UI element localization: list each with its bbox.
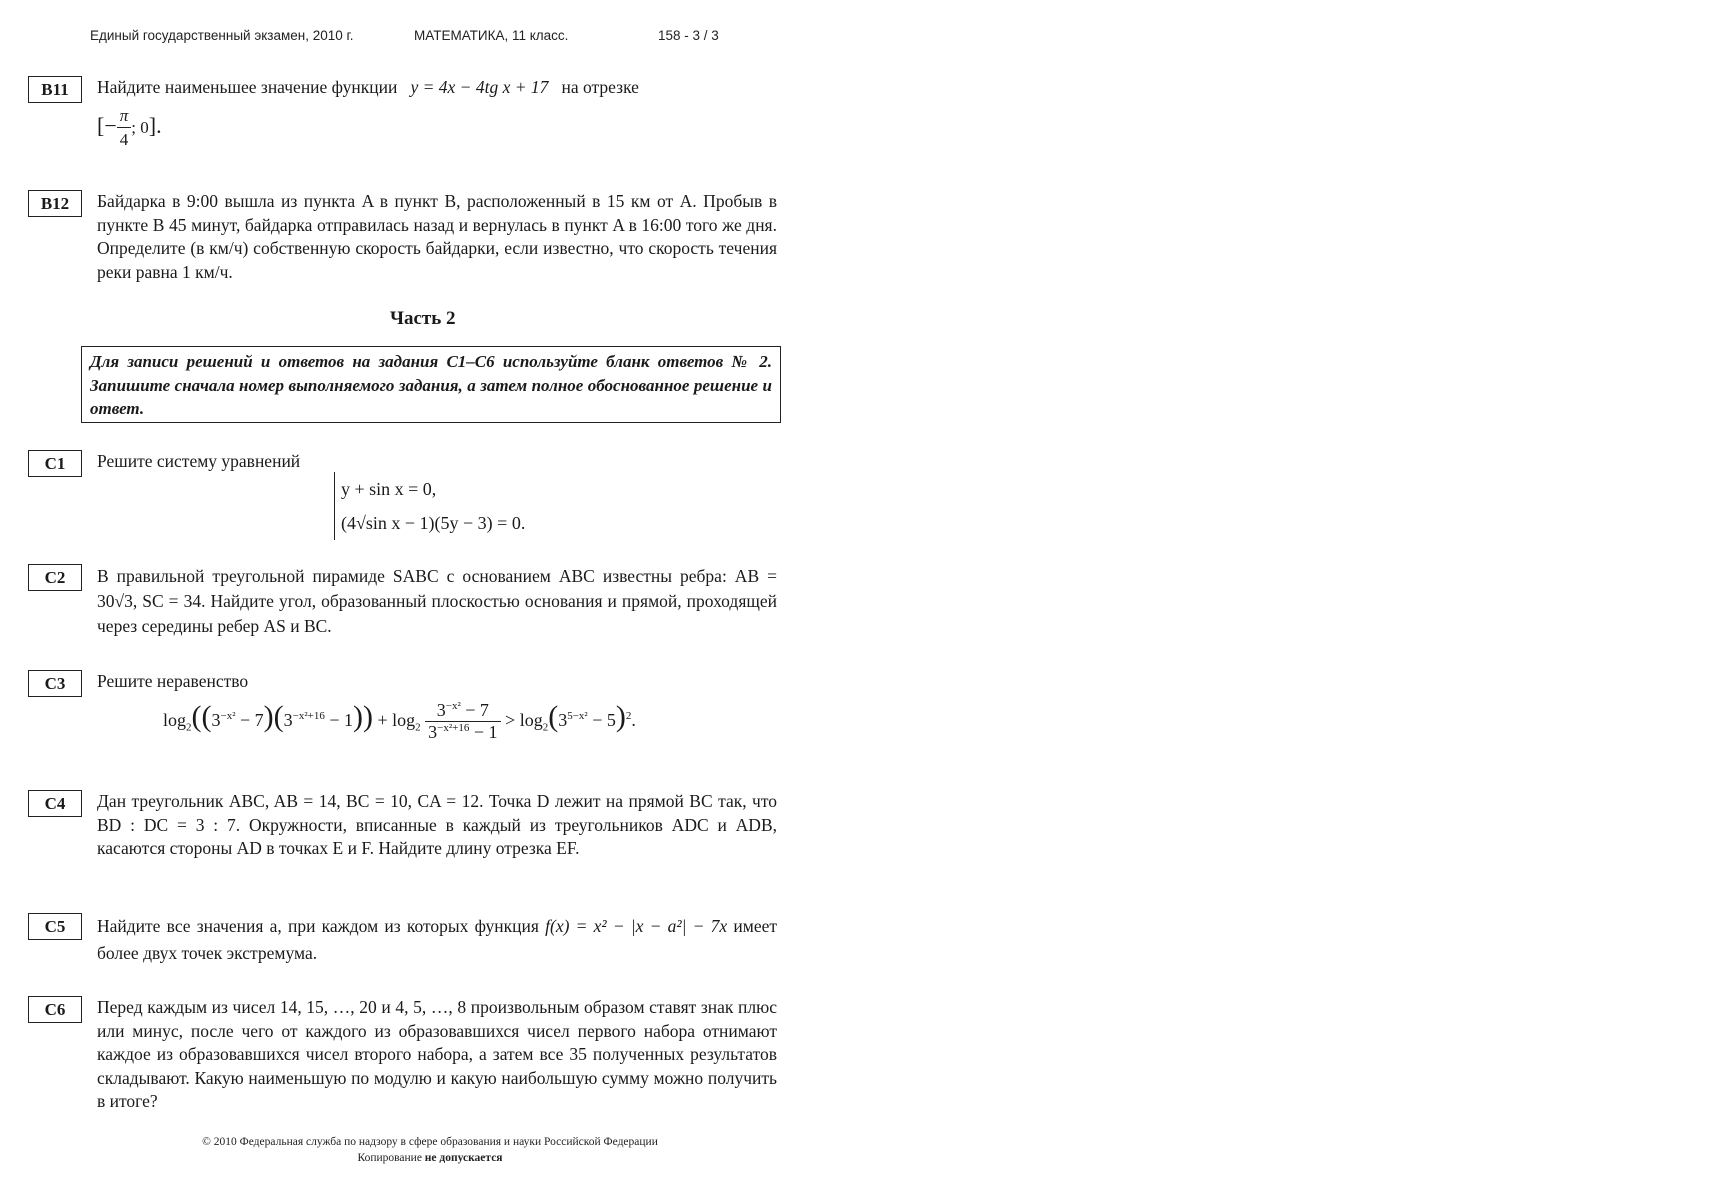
task-text: Перед каждым из чисел 14, 15, …, 20 и 4, 5, …, 8 произвольным образом ставят знак плюс или минус, после чего от каждого из образовавшихся чисел первого набора отнимают каждое из образовавшихся чисел второго набора, а затем все 35 полученных результатов складывают. Какую наименьшую по модулю и какую наибольшую сумму можно получить в итоге? (97, 997, 777, 1111)
footer-copy-bold: не допускается (424, 1152, 503, 1164)
task-text: В правильной треугольной пирамиде SABC с основанием ABC известны ребра: AB = 30√3, SC = 34. Найдите угол, образованный плоскостью основания и прямой, проходящей через середины ребер AS и BC. (97, 566, 777, 636)
task-c2 (28, 564, 778, 644)
equation-1: y + sin x = 0, (341, 479, 437, 499)
footer-copy-notice (0, 1152, 860, 1164)
task-text: Дан треугольник ABC, AB = 14, BC = 10, CA = 12. Точка D лежит на прямой BC так, что BD : DC = 3 : 7. Окружности, вписанные в каждый из треугольников ADC и ADB, касаются стороны AD в точках E и F. Найдите длину отрезка EF. (97, 791, 777, 858)
task-text: Решите систему уравнений (97, 451, 301, 471)
task-c4 (28, 790, 778, 890)
subject-title: МАТЕМАТИКА, 11 класс. (414, 28, 569, 43)
inequality-formula: $\log_2((3^{-x^2} - 7)(3^{-x^2+16} - 1)) + \log_2$ $\frac{3^{-x^2} - 7}{3^{-x^2+16} - 1}$ > $\log_2(3^{5-x^2} - 5)^2$. (163, 700, 636, 743)
task-label: C3 (28, 670, 82, 697)
page-number: 158 - 3 / 3 (658, 28, 719, 43)
task-label: C5 (28, 913, 82, 940)
equation-2: (4√sin x − 1)(5y − 3) = 0. (341, 513, 526, 533)
task-text: Найдите наименьшее значение функции y = 4x − 4tg x + 17 на отрезке [− $\frac{\pi}{4}$ ; 0]. (97, 76, 777, 152)
task-b11-text: Найдите наименьшее значение функции (97, 77, 398, 97)
task-b11 (28, 76, 778, 156)
task-text: Байдарка в 9:00 вышла из пункта A в пункт B, расположенный в 15 км от A. Пробыв в пункте B 45 минут, байдарка отправилась назад и вернулась в пункт A в 16:00 того же дня. Определите (в км/ч) собственную скорость байдарки, если известно, что скорость течения реки равна 1 км/ч. (97, 191, 777, 282)
task-text (97, 913, 777, 967)
part-instruction: Для записи решений и ответов на задания C1–C6 используйте бланк ответов № 2. Запишите сначала номер выполняемого задания, а затем полное обоснованное решение и ответ. (81, 346, 781, 423)
task-c5 (28, 913, 778, 973)
interval-numerator: π (117, 104, 132, 129)
task-label: C2 (28, 564, 82, 591)
footer-copy-prefix: Копирование (357, 1152, 422, 1164)
interval-rest: ; 0 (131, 117, 149, 137)
footer-copyright: © 2010 Федеральная служба по надзору в сфере образования и науки Российской Федерации (202, 1136, 658, 1148)
exam-title: Единый государственный экзамен, 2010 г. (90, 28, 354, 43)
task-b11-tail: на отрезке (561, 77, 639, 97)
task-b12 (28, 190, 778, 290)
task-label: C6 (28, 996, 82, 1023)
task-text: Решите неравенство (97, 671, 249, 691)
task-c5-formula: f(x) = x² − |x − a²| − 7x (545, 916, 728, 936)
task-c5-tail: имеет более двух точек экстремума. (97, 916, 777, 963)
part-title: Часть 2 (390, 308, 456, 329)
task-b11-formula: y = 4x − 4tg x + 17 (410, 77, 549, 97)
task-label: C4 (28, 790, 82, 817)
task-c3 (28, 670, 778, 760)
task-label: B11 (28, 76, 82, 103)
task-label: C1 (28, 450, 82, 477)
interval-denominator: 4 (119, 130, 129, 149)
equation-system (334, 472, 525, 540)
task-c5-text: Найдите все значения a, при каждом из которых функция (97, 916, 539, 936)
task-c1 (28, 450, 778, 533)
task-label: B12 (28, 190, 82, 217)
task-c6 (28, 996, 778, 1116)
